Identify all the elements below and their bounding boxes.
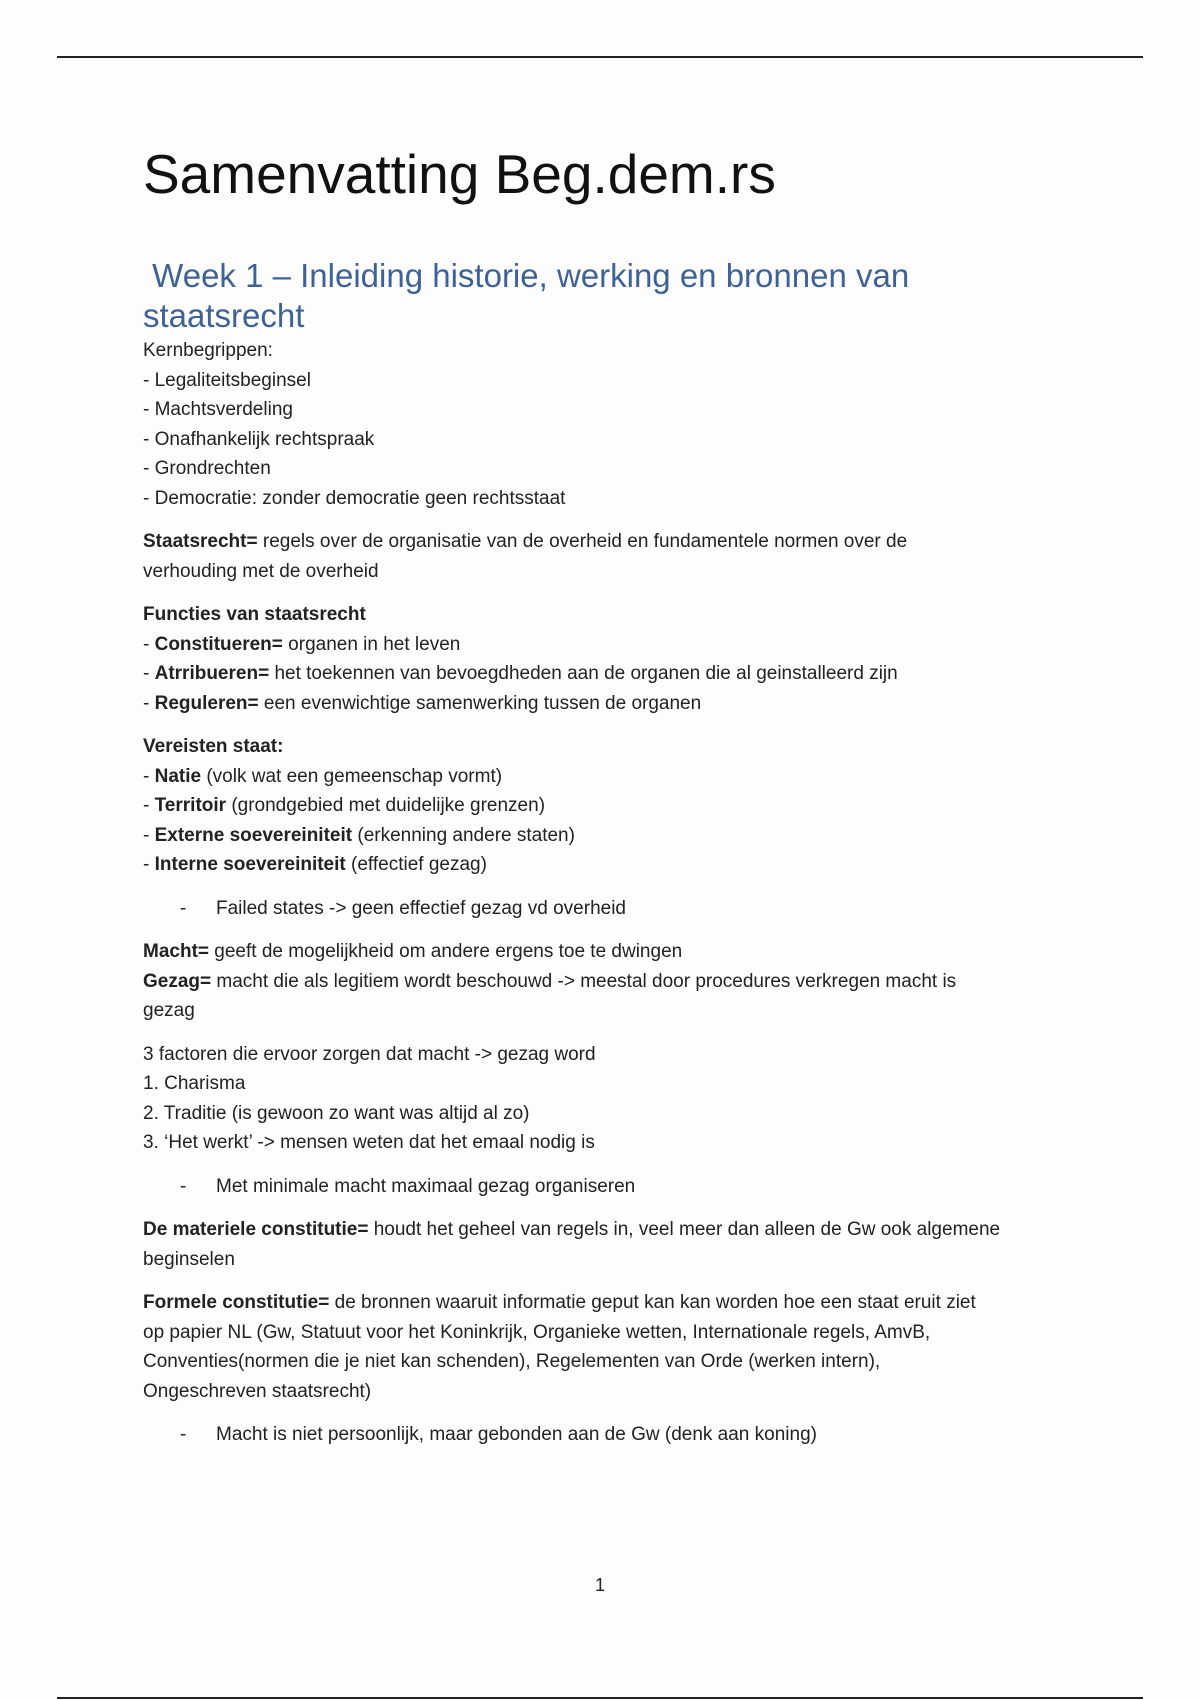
- top-rule: [57, 56, 1143, 58]
- materiele-term: De materiele constitutie=: [143, 1219, 369, 1240]
- kernbegrippen-label: Kernbegrippen:: [143, 340, 273, 361]
- vereiste-item: [143, 850, 1063, 880]
- formele-text-4: Ongeschreven staatsrecht): [143, 1380, 372, 1402]
- section-heading-line-1: Week 1 – Inleiding historie, werking en bronnen van: [143, 257, 910, 294]
- bullet-dash: -: [180, 1424, 187, 1445]
- functie-term: Reguleren=: [154, 692, 259, 714]
- formele-constitutie-definition: [143, 1288, 1063, 1406]
- factor-item: 2. Traditie (is gewoon zo want was altijd al zo): [143, 1102, 530, 1124]
- vereiste-text: (volk wat een gemeenschap vormt): [201, 765, 503, 787]
- gezag-definition: [143, 967, 1063, 1026]
- vereiste-text: (erkenning andere staten): [352, 824, 575, 846]
- macht-text: geeft de mogelijkheid om andere ergens toe te dwingen: [209, 941, 683, 962]
- page-number: 1: [594, 1575, 605, 1595]
- materiele-constitutie-definition: [143, 1215, 1063, 1274]
- functie-text: een evenwichtige samenwerking tussen de organen: [258, 692, 702, 714]
- functie-prefix: -: [143, 633, 155, 655]
- functie-prefix: -: [143, 692, 155, 714]
- bullet-dash: -: [180, 897, 187, 919]
- staatsrecht-definition: [143, 527, 1063, 586]
- functie-text: organen in het leven: [282, 633, 461, 655]
- kernbegrip-item: - Grondrechten: [143, 458, 271, 479]
- formele-text-2: op papier NL (Gw, Statuut voor het Koninkrijk, Organieke wetten, Internationale regels, AmvB,: [143, 1321, 931, 1343]
- materiele-text-1: houdt het geheel van regels in, veel meer dan alleen de Gw ook algemene: [368, 1219, 1001, 1240]
- vereiste-item: [143, 821, 1063, 851]
- vereiste-item: [143, 762, 1063, 792]
- vereiste-text: (grondgebied met duidelijke grenzen): [226, 795, 546, 816]
- vereisten-heading: Vereisten staat:: [143, 736, 284, 757]
- vereiste-term: Territoir: [154, 795, 227, 816]
- vereiste-term: Natie: [154, 765, 202, 787]
- vereiste-text: (effectief gezag): [345, 854, 487, 875]
- kernbegrip-item: - Democratie: zonder democratie geen rechtsstaat: [143, 487, 566, 509]
- functie-term: Atrribueren=: [154, 663, 270, 684]
- functie-item: [143, 689, 1063, 719]
- functie-item: [143, 630, 1063, 660]
- staatsrecht-text-2: verhouding met de overheid: [143, 560, 379, 582]
- failed-states-bullet: [143, 894, 1063, 924]
- vereiste-term: Interne soevereiniteit: [154, 854, 346, 875]
- factor-item: 1. Charisma: [143, 1073, 246, 1094]
- bottom-rule: [57, 1697, 1143, 1699]
- vereiste-prefix: -: [143, 795, 155, 816]
- functies-heading: Functies van staatsrecht: [143, 604, 366, 625]
- formele-text-3: Conventies(normen die je niet kan schenden), Regelementen van Orde (werken intern),: [143, 1351, 881, 1372]
- kernbegrippen-block: [143, 336, 1063, 1450]
- formele-text-1: de bronnen waaruit informatie geput kan kan worden hoe een staat eruit ziet: [329, 1292, 976, 1313]
- section-heading: [143, 256, 1063, 336]
- factor-item: 3. ‘Het werkt’ -> mensen weten dat het emaal nodig is: [143, 1132, 595, 1153]
- vereiste-prefix: -: [143, 824, 155, 846]
- vereiste-item: [143, 791, 1063, 821]
- macht-persoonlijk-bullet: [143, 1420, 1063, 1450]
- functie-term: Constitueren=: [154, 633, 283, 655]
- kernbegrip-item: - Onafhankelijk rechtspraak: [143, 428, 375, 450]
- gezag-term: Gezag=: [143, 970, 212, 992]
- bullet-text: Macht is niet persoonlijk, maar gebonden aan de Gw (denk aan koning): [216, 1424, 817, 1445]
- kernbegrip-item: - Machtsverdeling: [143, 399, 293, 420]
- functie-text: het toekennen van bevoegdheden aan de organen die al geinstalleerd zijn: [269, 663, 898, 684]
- staatsrecht-term: Staatsrecht=: [143, 531, 258, 552]
- minimale-macht-bullet: [143, 1172, 1063, 1202]
- vereiste-prefix: -: [143, 854, 155, 875]
- staatsrecht-text-1: regels over de organisatie van de overheid en fundamentele normen over de: [257, 531, 908, 552]
- section-heading-line-2: staatsrecht: [143, 297, 305, 334]
- gezag-text-1: macht die als legitiem wordt beschouwd -> meestal door procedures verkregen macht is: [211, 970, 957, 992]
- document-body: [143, 140, 1063, 1450]
- factoren-intro: 3 factoren die ervoor zorgen dat macht -> gezag word: [143, 1043, 596, 1065]
- macht-term: Macht=: [143, 941, 209, 962]
- functie-prefix: -: [143, 663, 155, 684]
- vereiste-term: Externe soevereiniteit: [154, 824, 353, 846]
- gezag-text-2: gezag: [143, 1000, 195, 1021]
- bullet-text: Met minimale macht maximaal gezag organiseren: [216, 1175, 636, 1197]
- bullet-text: Failed states -> geen effectief gezag vd overheid: [216, 897, 626, 919]
- materiele-text-2: beginselen: [143, 1248, 235, 1270]
- bullet-dash: -: [180, 1175, 187, 1197]
- formele-term: Formele constitutie=: [143, 1292, 330, 1313]
- document-title: Samenvatting Beg.dem.rs: [143, 143, 776, 205]
- functie-item: [143, 659, 1063, 689]
- vereiste-prefix: -: [143, 765, 155, 787]
- kernbegrip-item: - Legaliteitsbeginsel: [143, 369, 311, 391]
- macht-definition: [143, 937, 1063, 967]
